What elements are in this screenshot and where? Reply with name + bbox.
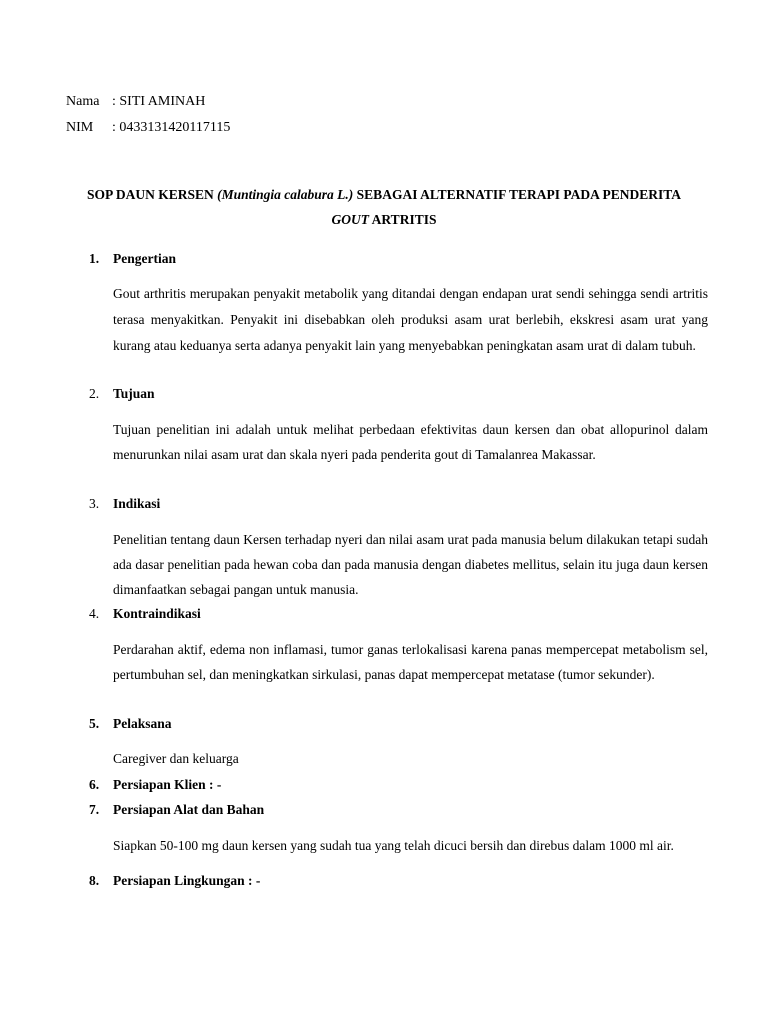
title-latin-name: (Muntingia calabura L.) [217, 187, 354, 202]
name-row [66, 94, 205, 110]
section-number: 4. [89, 606, 100, 621]
section-body-persiapan-alat: Siapkan 50-100 mg daun kersen yang sudah tua yang telah dicuci bersih dan direbus dalam 1000 ml air. [113, 838, 674, 853]
title-line-1 [40, 182, 728, 207]
section-heading-persiapan-lingkungan: Persiapan Lingkungan : - [113, 873, 261, 888]
section-number: 6. [89, 777, 100, 792]
section-number: 3. [89, 496, 100, 511]
name-label: Nama [66, 94, 100, 109]
title-part-3: ARTRITIS [369, 212, 437, 227]
nim-row [66, 120, 230, 136]
nim-value: : 0433131420117115 [112, 120, 231, 135]
section-heading-persiapan-alat: Persiapan Alat dan Bahan [113, 802, 265, 817]
section-heading-persiapan-klien: Persiapan Klien : - [113, 777, 222, 792]
title-part-2: SEBAGAI ALTERNATIF TERAPI PADA PENDERITA [353, 187, 681, 202]
section-heading-tujuan: Tujuan [113, 386, 155, 401]
section-number: 1. [89, 251, 100, 266]
section-number: 2. [89, 386, 100, 401]
section-number: 5. [89, 716, 100, 731]
title-part-1: SOP DAUN KERSEN [86, 187, 218, 202]
section-body-pengertian: Gout arthritis merupakan penyakit metabolik yang ditandai dengan endapan urat sendi sehingga sendi artritis terasa menyakitkan. Penyakit ini disebabkan oleh produksi asam urat berlebih, ekskresi asam urat yang kurang atau keduanya serta adanya penyakit lain yang menyebabkan peningkatan asam urat di dalam tubuh. [113, 286, 708, 353]
section-body-tujuan: Tujuan penelitian ini adalah untuk melihat perbedaan efektivitas daun kersen dan obat allopurinol dalam menurunkan nilai asam urat dan skala nyeri pada penderita gout di Tamalanrea Makassar. [113, 422, 708, 462]
section-heading-pelaksana: Pelaksana [113, 716, 172, 731]
section-body-indikasi: Penelitian tentang daun Kersen terhadap nyeri dan nilai asam urat pada manusia belum dilakukan tetapi sudah ada dasar penelitian pada hewan coba dan pada manusia dengan diabetes mellitus, selain itu juga daun kersen dimanfaatkan sebagai pangan untuk manusia. [113, 532, 708, 597]
document-title [40, 182, 728, 232]
section-heading-kontraindikasi: Kontraindikasi [113, 606, 201, 621]
section-number: 7. [89, 802, 100, 817]
section-number: 8. [89, 873, 100, 888]
section-body-pelaksana: Caregiver dan keluarga [113, 751, 239, 766]
name-value: : SITI AMINAH [112, 94, 206, 109]
section-heading-pengertian: Pengertian [113, 251, 176, 266]
section-heading-indikasi: Indikasi [113, 496, 161, 511]
nim-label: NIM [66, 120, 94, 135]
section-body-kontraindikasi: Perdarahan aktif, edema non inflamasi, tumor ganas terlokalisasi karena panas mempercepat metabolism sel, pertumbuhan sel, dan meningkatkan sirkulasi, panas dapat mempercepat metatase (tumor sekunder). [113, 642, 708, 682]
title-gout: GOUT [331, 212, 370, 227]
title-line-2 [40, 207, 728, 232]
